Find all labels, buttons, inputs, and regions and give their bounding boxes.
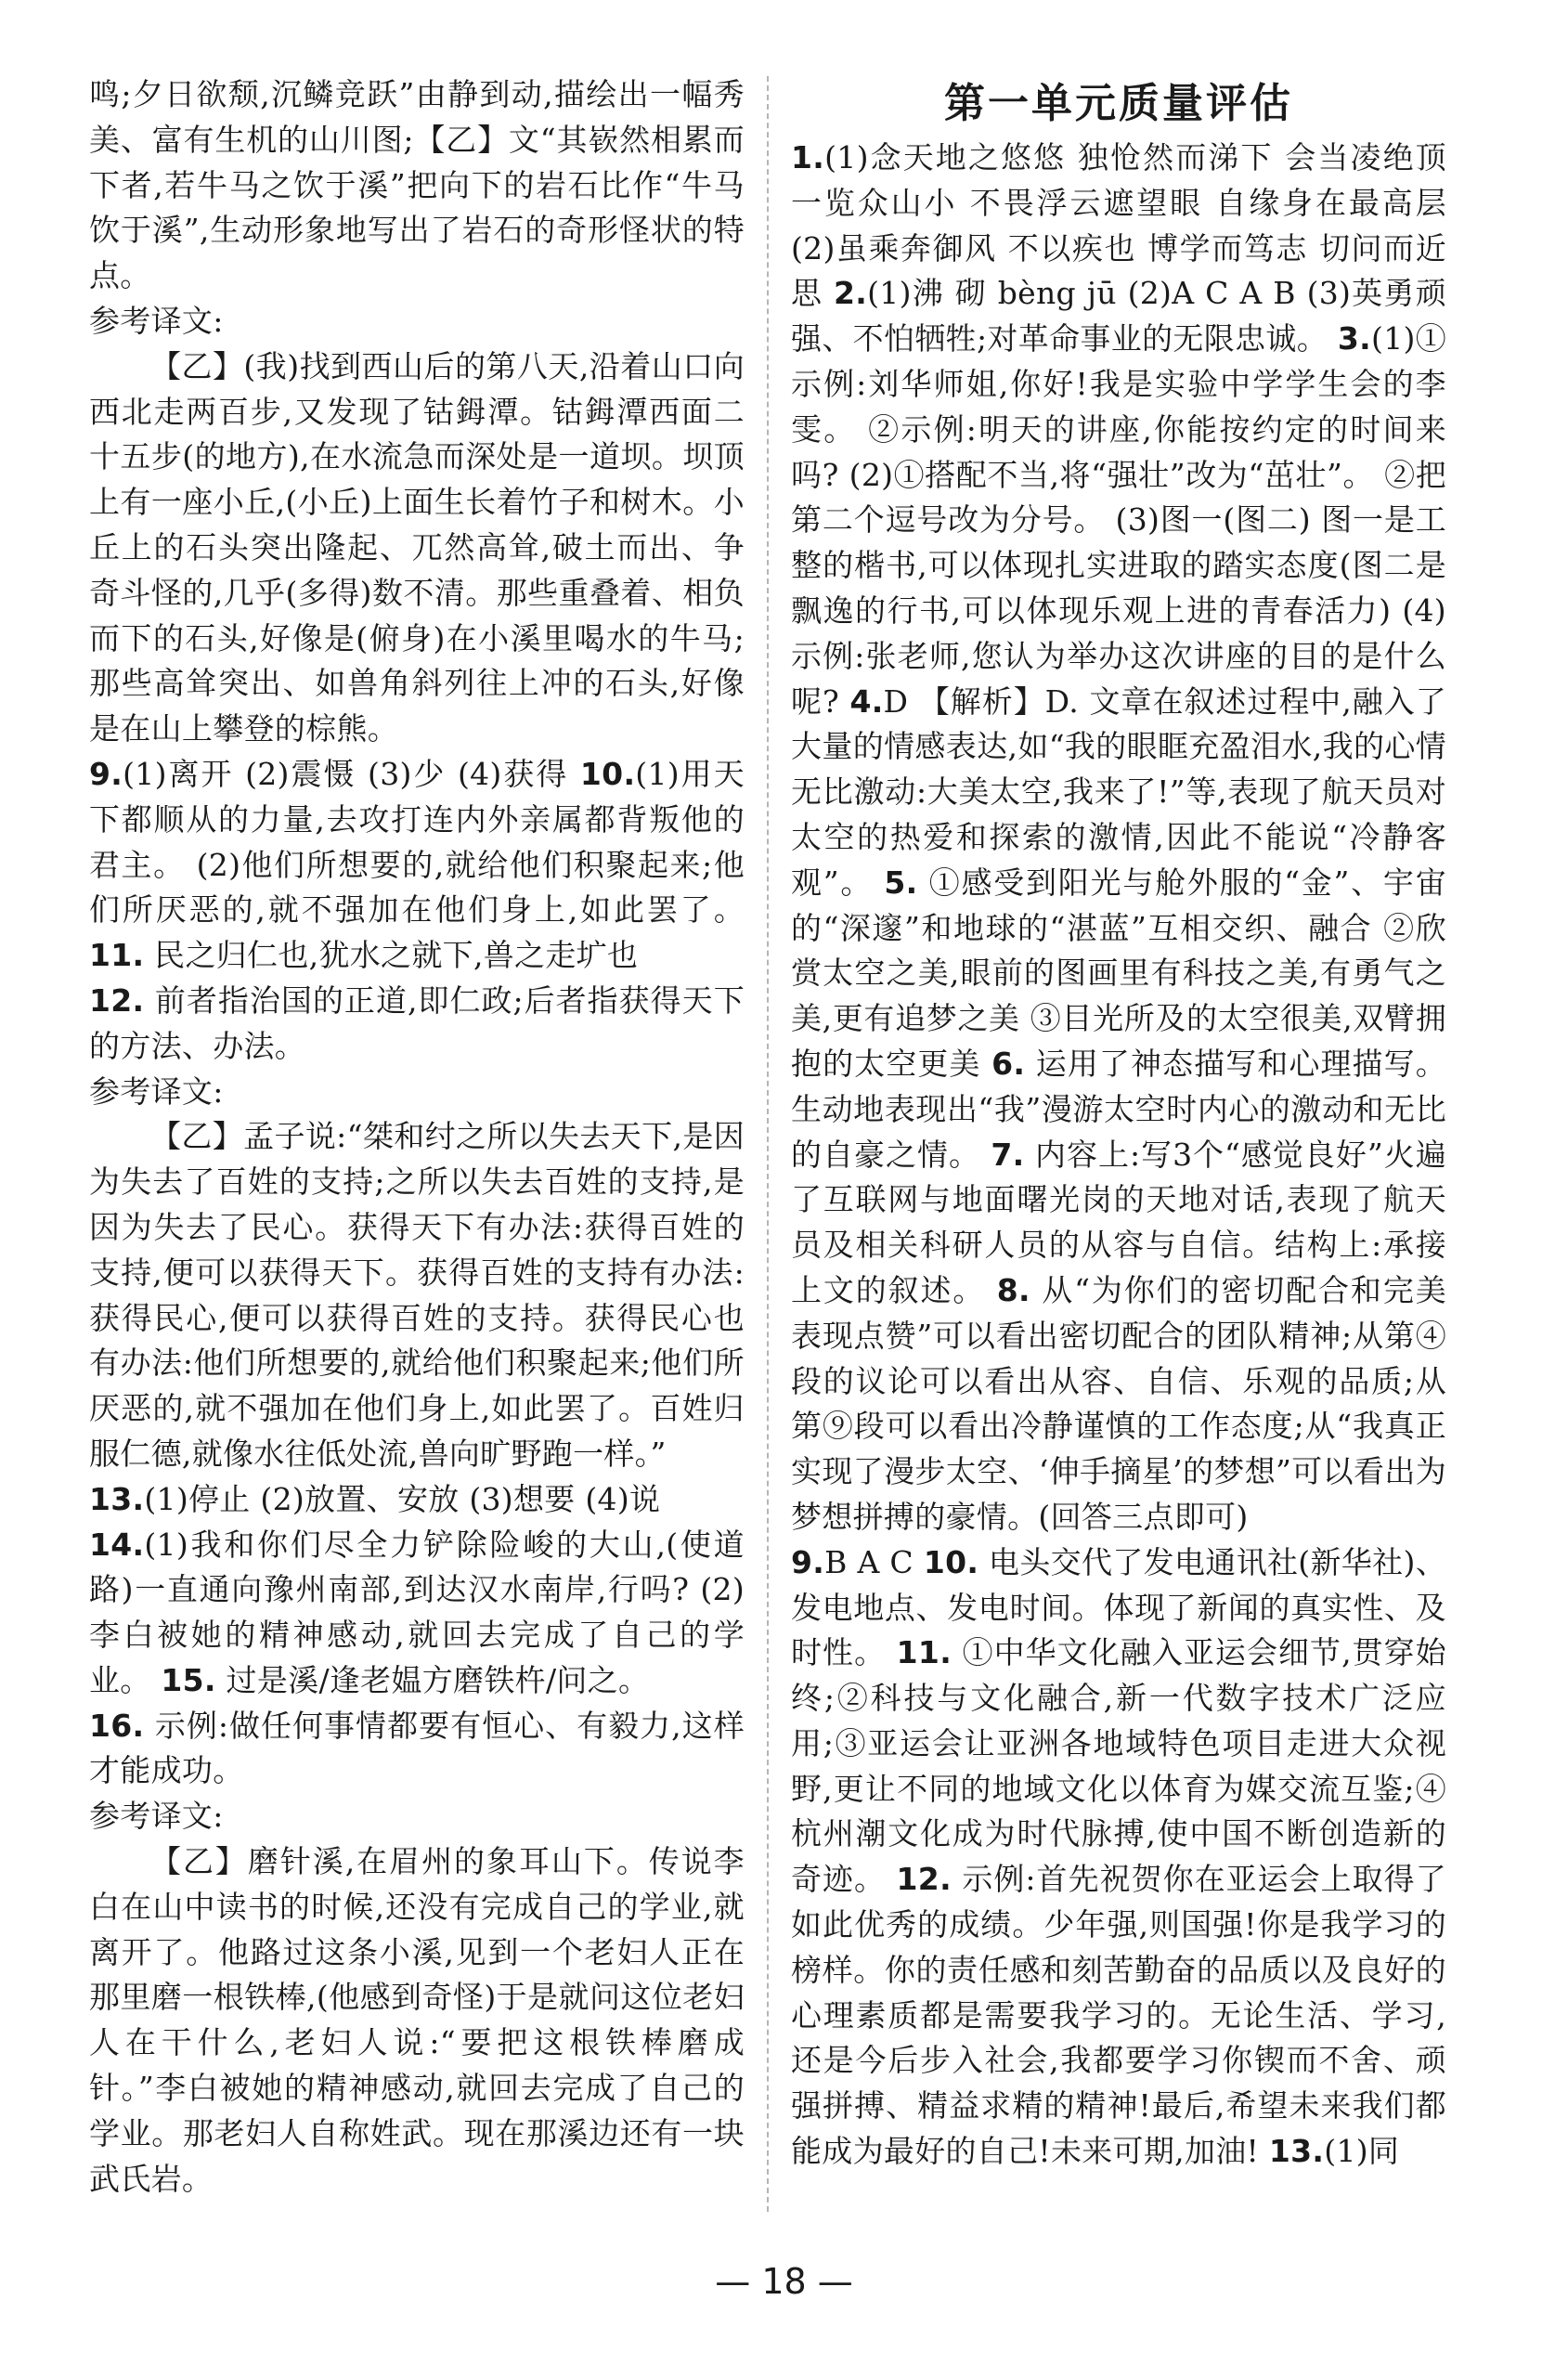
- paragraph-continued-analysis: 鸣;夕日欲颓,沉鳞竞跃”由静到动,描绘出一幅秀美、富有生机的山川图;【乙】文“其嵚然相累而下者,若牛马之饮于溪”把向下的岩石比作“牛马饮于溪”,生动形象地写出了岩石的奇形怪状的特点。: [89, 76, 745, 294]
- translation-label-1: 参考译文:: [89, 302, 224, 339]
- page-number: — 18 —: [715, 2261, 853, 2302]
- answer-16: [89, 1704, 745, 1795]
- answer-11-number: 11.: [89, 937, 145, 974]
- column-divider: [767, 76, 769, 2212]
- answer-1-number: 1.: [791, 139, 825, 175]
- answer-3-number: 3.: [1337, 320, 1372, 357]
- answer-13-text: (1)停止 (2)放置、安放 (3)想要 (4)说: [144, 1480, 661, 1517]
- answer-3-text: (1)①示例:刘华师姐,你好!我是实验中学学生会的李雯。 ②示例:明天的讲座,你能按约定的时间来吗? (2)①搭配不当,将“强壮”改为“茁壮”。 ②把第二个逗号改为分号。 (3)图一(图二) 图一是工整的楷书,可以体现扎实进取的踏实态度(图二是飘逸的行书,可以体现乐观上进的青春活力) (4)示例:张老师,您认为举办这次讲座的目的是什么呢?: [791, 320, 1446, 720]
- left-column: [89, 72, 745, 2202]
- answer-12-number: 12.: [89, 981, 145, 1019]
- answer-13-number: 13.: [1268, 2133, 1325, 2170]
- answer-11-text: 民之归仁也,犹水之就下,兽之走圹也: [144, 937, 639, 974]
- answers-9-13: [791, 1540, 1446, 2175]
- answer-10-number: 10.: [579, 755, 636, 792]
- answer-15-number: 15.: [161, 1661, 216, 1698]
- answer-12-number: 12.: [896, 1861, 952, 1898]
- answer-10-text: (1)用天下都顺从的力量,去攻打连内外亲属都背叛他的君主。 (2)他们所想要的,就给他们积聚起来;他们所厌恶的,就不强加在他们身上,如此罢了。: [89, 755, 745, 929]
- answer-9-number: 9.: [89, 755, 123, 792]
- answer-5-number: 5.: [884, 864, 918, 901]
- answer-12-text: 示例:首先祝贺你在亚运会上取得了如此优秀的成绩。少年强,则国强!你是我学习的榜样。你的责任感和刻苦勤奋的品质以及良好的心理素质都是需要我学习的。无论生活、学习,还是今后步入社会,我都要学习你锲而不舍、顽强拼搏、精益求精的精神!最后,希望未来我们都能成为最好的自己!未来可期,加油!: [791, 1861, 1446, 2170]
- answer-14-number: 14.: [89, 1526, 145, 1563]
- answer-1-text: (1)念天地之悠悠 独怆然而涕下 会当凌绝顶 一览众山小 不畏浮云遮望眼 自缘身在最高层 (2)虽乘奔御风 不以疾也 博学而笃志 切问而近思: [791, 139, 1446, 312]
- answers-1-3: [791, 136, 1446, 1540]
- answer-7-number: 7.: [991, 1136, 1025, 1173]
- answer-6-number: 6.: [991, 1045, 1026, 1082]
- answer-2-text: (1)沸 砌 bèng jū (2)A C A B (3)英勇顽强、不怕牺牲;对革命事业的无限忠诚。: [791, 275, 1446, 357]
- answer-6-text: 运用了神态描写和心理描写。生动地表现出“我”漫游太空时内心的激动和无比的自豪之情。: [791, 1045, 1446, 1173]
- translation-text-1: 【乙】(我)找到西山后的第八天,沿着山口向西北走两百步,又发现了钴鉧潭。钴鉧潭西面二十五步(的地方),在水流急而深处是一道坝。坝顶上有一座小丘,(小丘)上面生长着竹子和树木。小丘上的石头突出隆起、兀然高耸,破土而出、争奇斗怪的,几乎(多得)数不清。那些重叠着、相负而下的石头,好像是(俯身)在小溪里喝水的牛马;那些高耸突出、如兽角斜列往上冲的石头,好像是在山上攀登的棕熊。: [89, 347, 745, 747]
- answers-9-10: [89, 752, 745, 979]
- translation-label-3: 参考译文:: [89, 1798, 224, 1835]
- answer-10-text: 电头交代了发电通讯社(新华社)、发电地点、发电时间。体现了新闻的真实性、及时性。: [791, 1543, 1446, 1671]
- answer-9-number: 9.: [791, 1543, 825, 1580]
- answers-14-15: [89, 1523, 745, 1704]
- answer-7-text: 内容上:写3个“感觉良好”火遍了互联网与地面曙光岗的天地对话,表现了航天员及相关科研人员的从容与自信。结构上:承接上文的叙述。: [791, 1136, 1446, 1308]
- answer-10-number: 10.: [923, 1543, 979, 1580]
- answer-11-text: ①中华文化融入亚运会细节,贯穿始终;②科技与文化融合,新一代数字技术广泛应用;③亚运会让亚洲各地域特色项目走进大众视野,更让不同的地域文化以体育为媒交流互鉴;④杭州潮文化成为时代脉搏,使中国不断创造新的奇迹。: [791, 1634, 1446, 1898]
- answer-9-text: (1)离开 (2)震慑 (3)少 (4)获得: [123, 755, 580, 792]
- translation-label-2: 参考译文:: [89, 1072, 224, 1110]
- answer-2-number: 2.: [834, 275, 868, 312]
- answer-13-text: (1)同: [1324, 2133, 1400, 2170]
- answer-8-text: 从“为你们的密切配合和完美表现点赞”可以看出密切配合的团队精神;从第④段的议论可以看出从容、自信、乐观的品质;从第⑨段可以看出冷静谨慎的工作态度;从“我真正实现了漫步太空、‘伸手摘星’的梦想”可以看出为梦想拼搏的豪情。(回答三点即可): [791, 1271, 1447, 1535]
- translation-text-2: 【乙】孟子说:“桀和纣之所以失去天下,是因为失去了百姓的支持;之所以失去百姓的支持,是因为失去了民心。获得天下有办法:获得百姓的支持,便可以获得天下。获得百姓的支持有办法:获得民心,便可以获得百姓的支持。获得民心也有办法:他们所想要的,就给他们积聚起来;他们所厌恶的,就不强加在他们身上,如此罢了。百姓归服仁德,就像水往低处流,兽向旷野跑一样。”: [89, 1118, 745, 1472]
- answer-12-text: 前者指治国的正道,即仁政;后者指获得天下的方法、办法。: [89, 981, 745, 1064]
- answer-4-number: 4.: [849, 682, 884, 720]
- translation-text-3: 【乙】磨针溪,在眉州的象耳山下。传说李白在山中读书的时候,还没有完成自己的学业,就离开了。他路过这条小溪,见到一个老妇人正在那里磨一根铁棒,(他感到奇怪)于是就问这位老妇人在干什么,老妇人说:“要把这根铁棒磨成针。”李白被她的精神感动,就回去完成了自己的学业。那老妇人自称姓武。现在那溪边还有一块武氏岩。: [89, 1843, 745, 2197]
- answer-8-number: 8.: [996, 1271, 1030, 1308]
- answer-13: [89, 1477, 745, 1523]
- answer-13-number: 13.: [89, 1480, 145, 1517]
- answer-9-text: B A C: [824, 1543, 924, 1580]
- section-title: 第一单元质量评估: [944, 80, 1293, 127]
- answer-4-text: D 【解析】D. 文章在叙述过程中,融入了大量的情感表达,如“我的眼眶充盈泪水,我的心情无比激动:大美太空,我来了!”等,表现了航天员对太空的热爱和探索的激情,因此不能说“冷静客观”。: [791, 682, 1446, 901]
- answer-15-text: 过是溪/逢老媪方磨铁杵/问之。: [215, 1661, 650, 1698]
- right-column: [791, 72, 1446, 2175]
- answer-16-number: 16.: [89, 1707, 145, 1744]
- answer-14-text: (1)我和你们尽全力铲除险峻的大山,(使道路)一直通向豫州南部,到达汉水南岸,行吗? (2)李白被她的精神感动,就回去完成了自己的学业。: [89, 1526, 745, 1698]
- answer-5-text: ①感受到阳光与舱外服的“金”、宇宙的“深邃”和地球的“湛蓝”互相交织、融合 ②欣赏太空之美,眼前的图画里有科技之美,有勇气之美,更有追梦之美 ③目光所及的太空很美,双臂拥抱的太空更美: [791, 864, 1446, 1082]
- answer-12: [89, 979, 745, 1070]
- answer-11-number: 11.: [896, 1634, 952, 1671]
- answer-16-text: 示例:做任何事情都要有恒心、有毅力,这样才能成功。: [89, 1707, 745, 1789]
